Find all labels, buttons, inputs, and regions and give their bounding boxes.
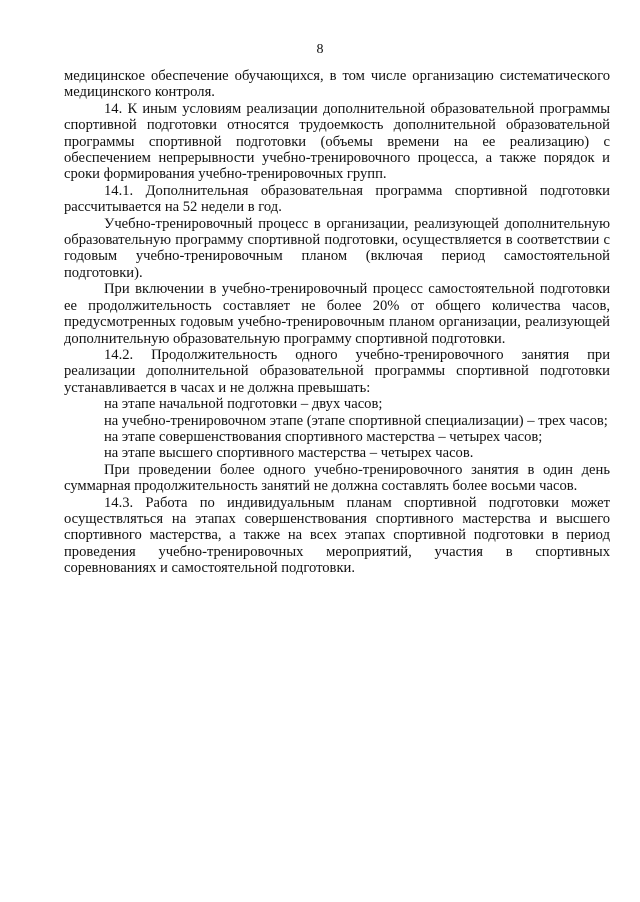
page-number: 8	[316, 42, 324, 57]
paragraph-medical-support: медицинское обеспечение обучающихся, в том числе организацию систематического медицинского контроля.	[64, 68, 610, 101]
paragraph-daily-limit: При проведении более одного учебно-тренировочного занятия в один день суммарная продолжительность занятий не должна составлять более восьми часов.	[64, 461, 610, 495]
paragraph-14-3: 14.3. Работа по индивидуальным планам спортивной подготовки может осуществляться на этапах совершенствования спортивного мастерства и высшего спортивного мастерства, а также на всех этапах спортивной подготовки в период проведения учебно-тренировочных мероприятий, участия в спортивных соревнованиях и самостоятельной подготовки.	[64, 494, 610, 577]
paragraph-14-2: 14.2. Продолжительность одного учебно-тренировочного занятия при реализации дополнительной образовательной программы спортивной подготовки устанавливается в часах и не должна превышать:	[64, 346, 610, 396]
paragraph-training-process: Учебно-тренировочный процесс в организации, реализующей дополнительную образовательную программу спортивной подготовки, осуществляется в соответствии с годовым учебно-тренировочным планом (включая период самостоятельной подготовки).	[64, 215, 610, 281]
list-item-initial-stage: на этапе начальной подготовки – двух часов;	[104, 396, 383, 413]
list-item-higher-mastery-stage: на этапе высшего спортивного мастерства – четырех часов.	[104, 445, 474, 462]
document-body	[64, 68, 610, 577]
list-item-training-stage: на учебно-тренировочном этапе (этапе спортивной специализации) – трех часов;	[104, 412, 608, 429]
paragraph-14: 14. К иным условиям реализации дополнительной образовательной программы спортивной подготовки относятся трудоемкость дополнительной образовательной программы спортивной подготовки (объемы времени на ее реализацию) с обеспечением непрерывности учебно-тренировочного процесса, а также порядок и сроки формирования учебно-тренировочных групп.	[64, 100, 610, 183]
list-item-improvement-stage: на этапе совершенствования спортивного мастерства – четырех часов;	[104, 428, 543, 445]
paragraph-14-1: 14.1. Дополнительная образовательная программа спортивной подготовки рассчитывается на 52 недели в год.	[64, 182, 610, 216]
paragraph-self-training: При включении в учебно-тренировочный процесс самостоятельной подготовки ее продолжительность составляет не более 20% от общего количества часов, предусмотренных годовым учебно-тренировочным планом организации, реализующей дополнительную образовательную программу спортивной подготовки.	[64, 281, 610, 347]
